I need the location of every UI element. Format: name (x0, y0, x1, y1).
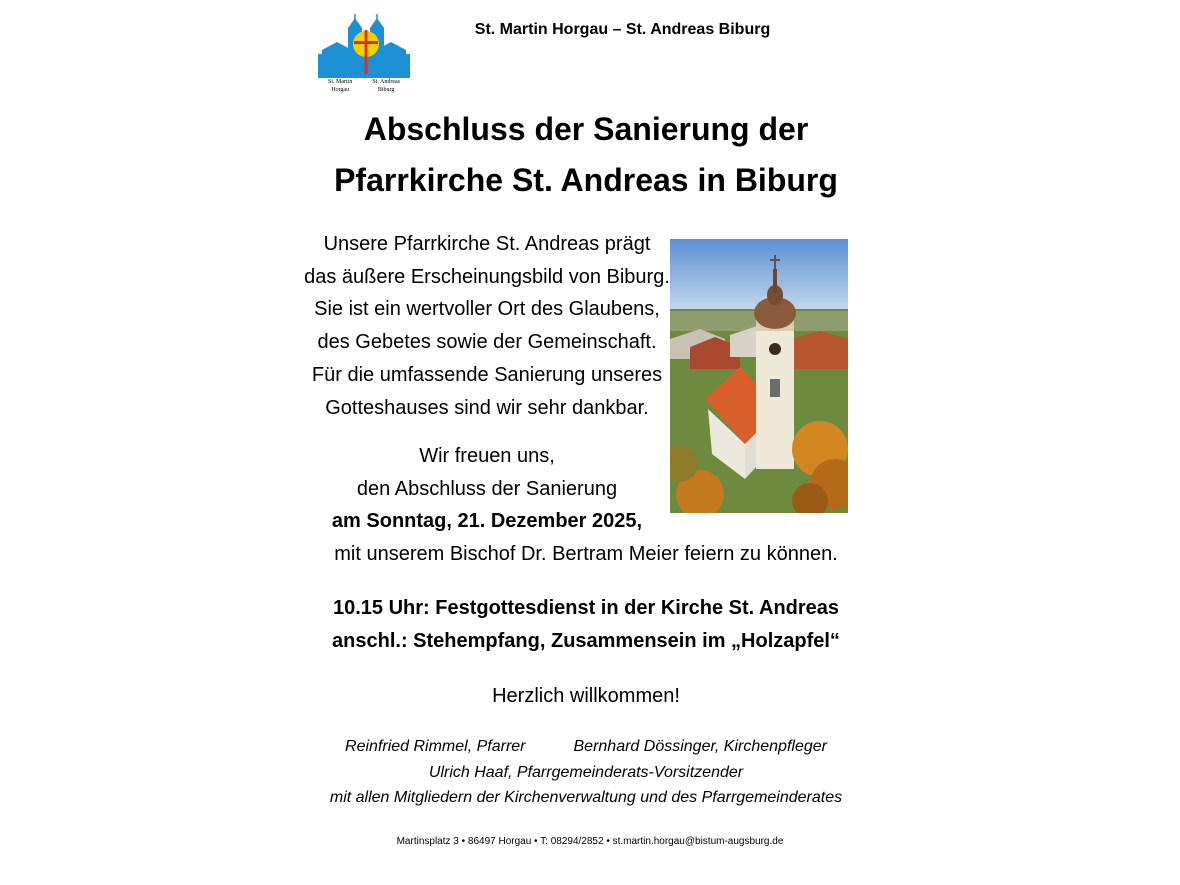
parish-header: St. Martin Horgau – St. Andreas Biburg (474, 21, 771, 38)
parish-churches-logo-icon (318, 14, 410, 78)
church-photo (670, 239, 848, 513)
logo-caption (318, 78, 410, 94)
logo-caption-left-line2: Horgau (331, 87, 350, 93)
footer-address: Martinsplatz 3 • 86497 Horgau • T: 08294/2852 • st.martin.horgau@bistum-augsburg.de (396, 836, 784, 847)
invitation-text (302, 440, 672, 538)
invitation-line-4: mit unserem Bischof Dr. Bertram Meier feiern zu können. (334, 543, 838, 565)
intro-paragraph (302, 228, 672, 424)
church-aerial-photo (670, 239, 848, 513)
invitation-line-1: Wir freuen uns, (419, 445, 555, 467)
signature-row (300, 734, 872, 760)
intro-line: das äußere Erscheinungsbild von Biburg. (304, 265, 670, 288)
signature-pastor: Reinfried Rimmel, Pfarrer (345, 738, 526, 755)
intro-line: Sie ist ein wertvoller Ort des Glaubens, (314, 298, 660, 321)
signature-members: mit allen Mitgliedern der Kirchenverwaltung und des Pfarrgemeinderates (329, 789, 843, 806)
signature-council-chair: Ulrich Haaf, Pfarrgemeinderats-Vorsitzender (428, 763, 744, 781)
signature-church-warden: Bernhard Dössinger, Kirchenpfleger (573, 738, 827, 755)
invitation-line-2: den Abschluss der Sanierung (356, 477, 618, 500)
title-line-2: Pfarrkirche St. Andreas in Biburg (334, 162, 838, 198)
signatures (300, 734, 872, 811)
logo-caption-right-line2: Biburg (377, 87, 395, 93)
schedule-reception: anschl.: Stehempfang, Zusammensein im „Holzapfel“ (332, 629, 840, 652)
page-title (290, 104, 882, 206)
parish-logo (318, 14, 410, 96)
logo-caption-right-line1: St. Andreas (372, 79, 400, 85)
event-schedule (300, 592, 872, 657)
title-line-1: Abschluss der Sanierung der (363, 111, 809, 147)
intro-line: Für die umfassende Sanierung unseres (311, 363, 663, 386)
logo-caption-left-line1: St. Martin (327, 79, 353, 85)
intro-line: des Gebetes sowie der Gemeinschaft. (317, 331, 657, 354)
welcome-text: Herzlich willkommen! (492, 685, 680, 707)
intro-line: Unsere Pfarrkirche St. Andreas prägt (323, 233, 651, 255)
schedule-service: 10.15 Uhr: Festgottesdienst in der Kirche St. Andreas (332, 597, 840, 619)
intro-line: Gotteshauses sind wir sehr dankbar. (325, 396, 649, 419)
invitation-date: am Sonntag, 21. Dezember 2025, (331, 510, 643, 533)
